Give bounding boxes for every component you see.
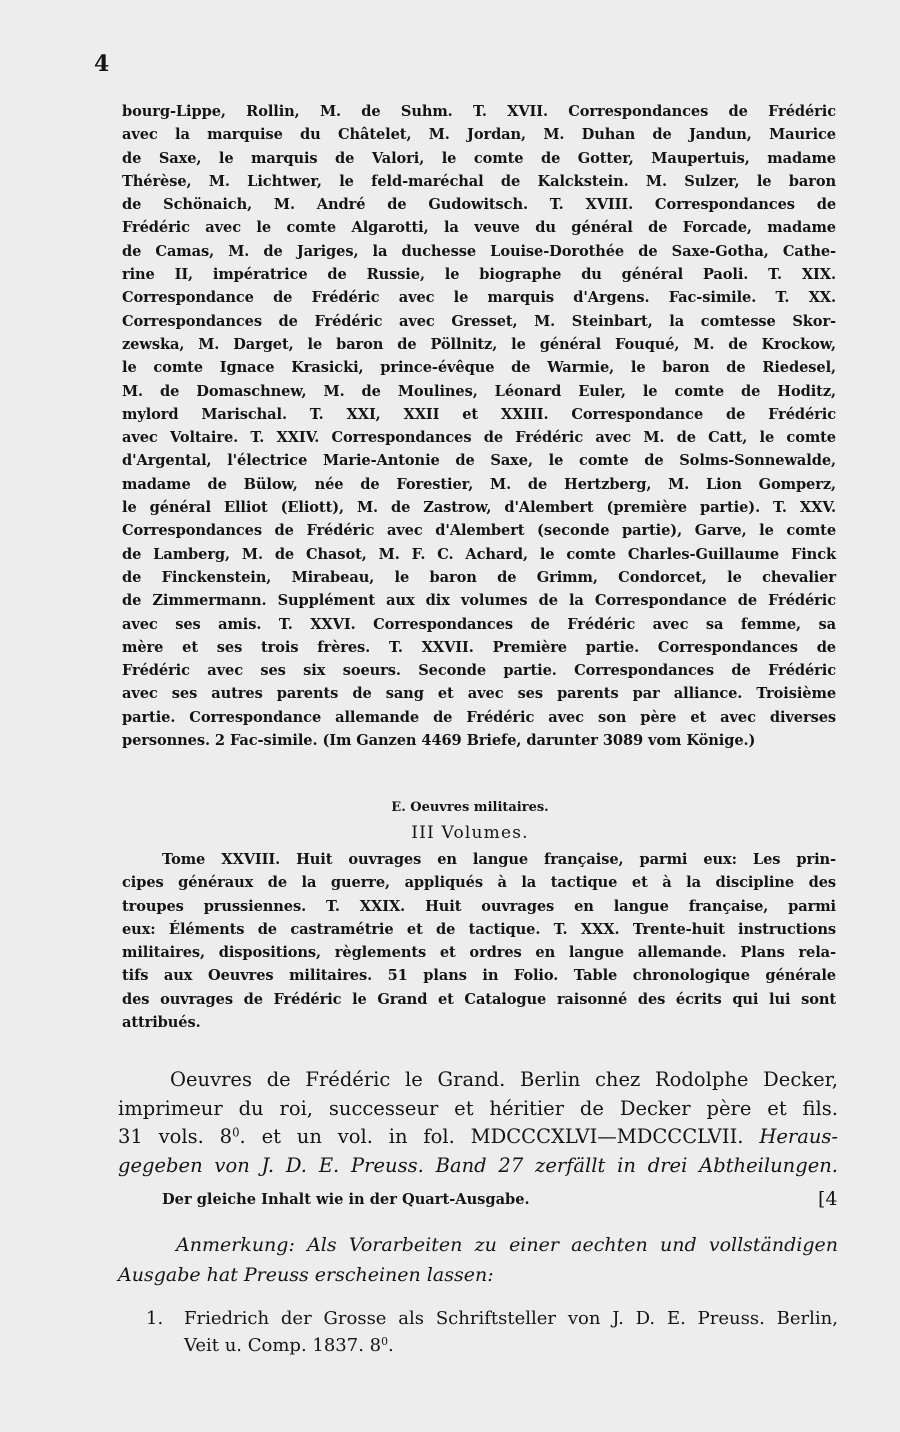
text-line: mylord Marischal. T. XXI, XXII et XXIII. Correspondance de Frédéric: [122, 405, 836, 423]
text-line: Thérèse, M. Lichtwer, le feld-maréchal de Kalckstein. M. Sulzer, le baron: [122, 172, 836, 190]
text-line: de Saxe, le marquis de Valori, le comte de Gotter, Maupertuis, madame: [122, 149, 836, 167]
section-subheading: III Volumes.: [411, 823, 529, 843]
text-line: attribués.: [122, 1014, 201, 1032]
text-line: troupes prussiennes. T. XXIX. Huit ouvrages en langue française, parmi: [122, 897, 836, 915]
text-line: partie. Correspondance allemande de Frédéric avec son père et avec diverses: [122, 708, 836, 726]
text-segment: Veit u. Comp. 1837. 8: [184, 1335, 382, 1356]
list-number: 1.: [146, 1308, 164, 1329]
text-line: Oeuvres de Frédéric le Grand. Berlin chez Rodolphe Decker,: [170, 1068, 838, 1091]
text-line: Frédéric avec ses six soeurs. Seconde partie. Correspondances de Frédéric: [122, 662, 836, 680]
text-line: [118, 1152, 838, 1181]
text-line: madame de Bülow, née de Forestier, M. de Hertzberg, M. Lion Gomperz,: [122, 475, 836, 493]
text-line: Correspondances de Frédéric avec Gresset, M. Steinbart, la comtesse Skor-: [122, 312, 836, 330]
text-line: zewska, M. Darget, le baron de Pöllnitz, le général Fouqué, M. de Krockow,: [122, 335, 836, 353]
text-line: Anmerkung: Als Vorarbeiten zu einer aechten und vollständigen: [176, 1234, 838, 1256]
text-line: Tome XXVIII. Huit ouvrages en langue française, parmi eux: Les prin-: [162, 851, 836, 868]
edition-note: Der gleiche Inhalt wie in der Quart-Ausgabe.: [162, 1191, 530, 1208]
text-line: de Zimmermann. Supplément aux dix volumes de la Correspondance de Frédéric: [122, 592, 836, 610]
text-line: de Camas, M. de Jariges, la duchesse Louise-Dorothée de Saxe-Gotha, Cathe-: [122, 242, 836, 260]
text-line: [118, 1123, 838, 1152]
superscript: 0: [232, 1125, 240, 1140]
list-item: [146, 1305, 838, 1359]
text-line: rine II, impératrice de Russie, le biographe du général Paoli. T. XIX.: [122, 266, 836, 284]
list-item-body: [184, 1305, 838, 1359]
text-line: avec ses amis. T. XXVI. Correspondances de Frédéric avec sa femme, sa: [122, 615, 836, 633]
text-line: mère et ses trois frères. T. XXVII. Première partie. Correspondances de: [122, 638, 836, 656]
text-line: [184, 1332, 838, 1359]
text-line: militaires, dispositions, règlements et ordres en langue allemande. Plans rela-: [122, 944, 836, 962]
text-line: bourg-Lippe, Rollin, M. de Suhm. T. XVII. Correspondances de Frédéric: [122, 103, 836, 120]
page-number: 4: [94, 51, 110, 77]
text-line: Friedrich der Grosse als Schriftsteller von J. D. E. Preuss. Berlin,: [184, 1308, 838, 1329]
text-segment: .: [387, 1335, 394, 1356]
text-line: avec ses autres parents de sang et avec ses parents par alliance. Troisième: [122, 685, 836, 703]
text-line: Correspondance de Frédéric avec le marquis d'Argens. Fac-simile. T. XX.: [122, 289, 836, 307]
text-line: M. de Domaschnew, M. de Moulines, Léonard Euler, le comte de Hoditz,: [122, 382, 836, 400]
text-line: avec Voltaire. T. XXIV. Correspondances de Frédéric avec M. de Catt, le comte: [122, 429, 836, 447]
edition-entry: [118, 1066, 838, 1180]
text-line: le général Elliot (Eliott), M. de Zastrow, d'Alembert (première partie). T. XXV.: [122, 499, 836, 517]
text-segment: 31 vols. 8: [118, 1125, 233, 1148]
text-line: de Schönaich, M. André de Gudowitsch. T. XVIII. Correspondances de: [122, 196, 836, 214]
text-line: avec la marquise du Châtelet, M. Jordan, M. Duhan de Jandun, Maurice: [122, 126, 836, 144]
anmerkung-paragraph: [118, 1230, 838, 1290]
text-line: de Lamberg, M. de Chasot, M. F. C. Achard, le comte Charles-Guillaume Finck: [122, 545, 836, 563]
text-line: imprimeur du roi, successeur et héritier de Decker père et fils.: [118, 1096, 838, 1120]
text-line: le comte Ignace Krasicki, prince-évêque de Warmie, le baron de Riedesel,: [122, 359, 836, 377]
reference-number: [4: [818, 1188, 838, 1210]
military-works-paragraph: [122, 848, 836, 1034]
text-line: Ausgabe hat Preuss erscheinen lassen:: [118, 1264, 494, 1286]
text-line: personnes. 2 Fac-simile. (Im Ganzen 4469 Briefe, darunter 3089 vom Könige.): [122, 732, 756, 750]
superscript: 0: [381, 1335, 388, 1349]
text-line: d'Argental, l'électrice Marie-Antonie de Saxe, le comte de Solms-Sonnewalde,: [122, 452, 836, 470]
text-line: Correspondances de Frédéric avec d'Alembert (seconde partie), Garve, le comte: [122, 522, 836, 540]
text-segment: . et un vol. in fol. MDCCCXLVI—MDCCCLVII.: [239, 1125, 744, 1148]
text-line: eux: Éléments de castramétrie et de tactique. T. XXX. Trente-huit instructions: [122, 920, 836, 938]
italic-segment: Heraus-: [759, 1125, 838, 1148]
text-line: Frédéric avec le comte Algarotti, la veuve du général de Forcade, madame: [122, 219, 836, 237]
section-heading: E. Oeuvres militaires.: [391, 800, 549, 815]
text-line: cipes généraux de la guerre, appliqués à la tactique et à la discipline des: [122, 874, 836, 892]
text-line: tifs aux Oeuvres militaires. 51 plans in Folio. Table chronologique générale: [122, 967, 836, 985]
text-line: des ouvrages de Frédéric le Grand et Catalogue raisonné des écrits qui lui sont: [122, 990, 836, 1008]
text-line: de Finckenstein, Mirabeau, le baron de Grimm, Condorcet, le chevalier: [122, 568, 836, 586]
correspondence-paragraph: [122, 100, 836, 752]
italic-segment: gegeben von J. D. E. Preuss. Band 27 zerfällt in drei Abtheilungen.: [118, 1153, 838, 1177]
